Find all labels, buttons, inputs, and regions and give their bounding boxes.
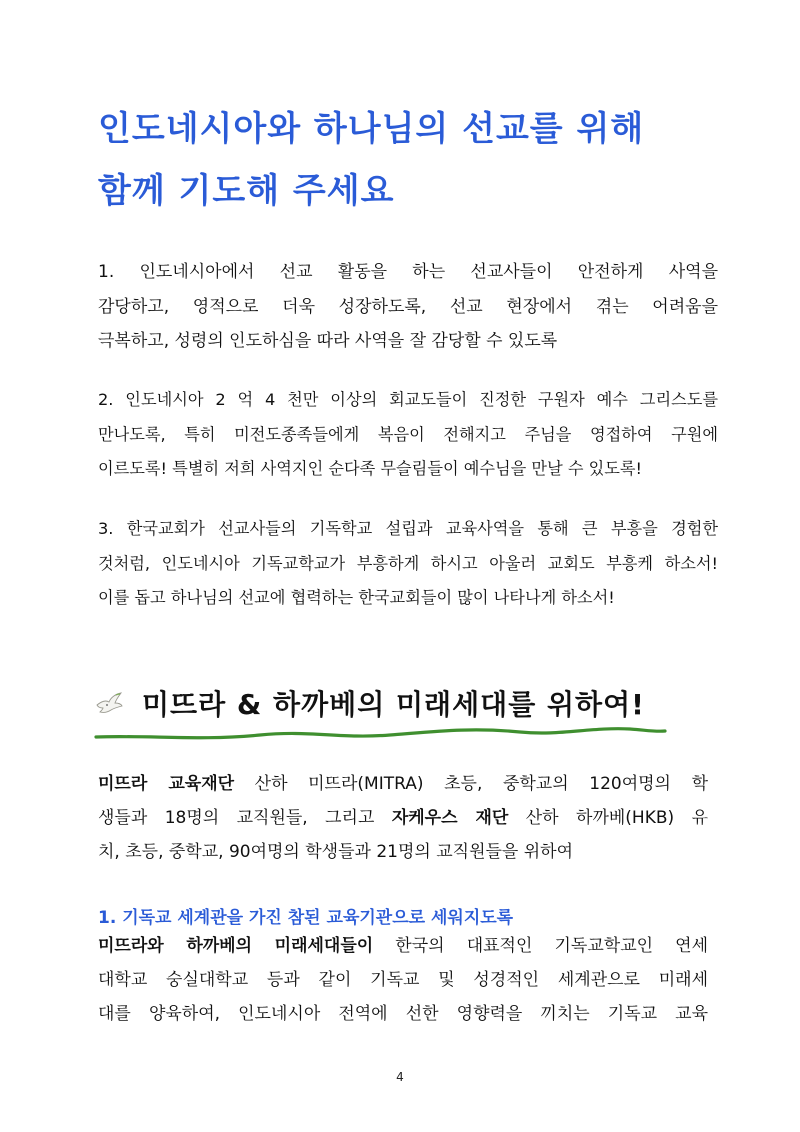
prayer-line: 이를 돕고 하나님의 선교에 협력하는 한국교회들이 많이 나타나게 하소서! bbox=[98, 588, 615, 607]
section-heading bbox=[90, 683, 730, 743]
point-1-heading: 1. 기독교 세계관을 가진 참된 교육기관으로 세워지도록 bbox=[98, 908, 514, 928]
prayer-line: 감당하고, 영적으로 더욱 성장하도록, 선교 현장에서 겪는 어려움을 bbox=[98, 296, 718, 317]
page-number: 4 bbox=[396, 1070, 404, 1084]
section-title: 미뜨라 & 하까베의 미래세대를 위하여! bbox=[142, 688, 645, 721]
prayer-line: 이르도록! 특별히 저희 사역지인 순다족 무슬림들이 예수님을 만날 수 있도록! bbox=[98, 459, 643, 478]
intro-line-3: 치, 초등, 중학교, 90여명의 학생들과 21명의 교직원들을 위하여 bbox=[98, 842, 574, 862]
point-1-bold: 미뜨라와 하까베의 미래세대들이 bbox=[98, 936, 374, 956]
green-underline bbox=[90, 715, 670, 745]
prayer-item-3 bbox=[98, 512, 718, 616]
point-1-line-2: 대학교 숭실대학교 등과 같이 기독교 및 성경적인 세계관으로 미래세 bbox=[98, 970, 708, 990]
title-line-1: 인도네시아와 하나님의 선교를 위해 bbox=[98, 109, 645, 149]
point-1-line-1 bbox=[98, 929, 708, 963]
intro-text-2b: 산하 하까베(HKB) 유 bbox=[508, 808, 708, 828]
prayer-line: 만나도록, 특히 미전도종족들에게 복음이 전해지고 주님을 영접하여 구원에 bbox=[98, 424, 718, 444]
prayer-item-1 bbox=[98, 255, 718, 359]
foundation-name-zakeus: 자케우스 재단 bbox=[391, 808, 509, 828]
intro-paragraph bbox=[98, 767, 708, 869]
prayer-line: 1. 인도네시아에서 선교 활동을 하는 선교사들이 안전하게 사역을 bbox=[98, 262, 718, 282]
foundation-name-mitra: 미뜨라 교육재단 bbox=[98, 774, 235, 794]
prayer-line: 3. 한국교회가 선교사들의 기독학교 설립과 교육사역을 통해 큰 부흥을 경험한 bbox=[98, 519, 718, 538]
point-1-line-3: 대를 양육하여, 인도네시아 전역에 선한 영향력을 끼치는 기독교 교육 bbox=[98, 1004, 708, 1024]
title-line-2: 함께 기도해 주세요 bbox=[98, 171, 395, 211]
prayer-line: 극복하고, 성령의 인도하심을 따라 사역을 잘 감당할 수 있도록 bbox=[98, 331, 558, 351]
prayer-line: 것처럼, 인도네시아 기독교학교가 부흥하게 하시고 아울러 교회도 부흥케 하소서! bbox=[98, 553, 718, 573]
point-1-text-1: 한국의 대표적인 기독교학교인 연세 bbox=[373, 936, 708, 956]
intro-text-2a: 생들과 18명의 교직원들, 그리고 bbox=[98, 808, 392, 828]
prayer-line: 2. 인도네시아 2 억 4 천만 이상의 회교도들이 진정한 구원자 예수 그리스도를 bbox=[98, 390, 718, 409]
point-1-paragraph bbox=[98, 929, 708, 1031]
prayer-item-2 bbox=[98, 383, 718, 487]
page-title bbox=[98, 98, 738, 222]
intro-line-1 bbox=[98, 767, 708, 801]
intro-line-2 bbox=[98, 801, 708, 835]
intro-text-1: 산하 미뜨라(MITRA) 초등, 중학교의 120여명의 학 bbox=[234, 774, 708, 794]
dove-icon bbox=[94, 691, 124, 717]
